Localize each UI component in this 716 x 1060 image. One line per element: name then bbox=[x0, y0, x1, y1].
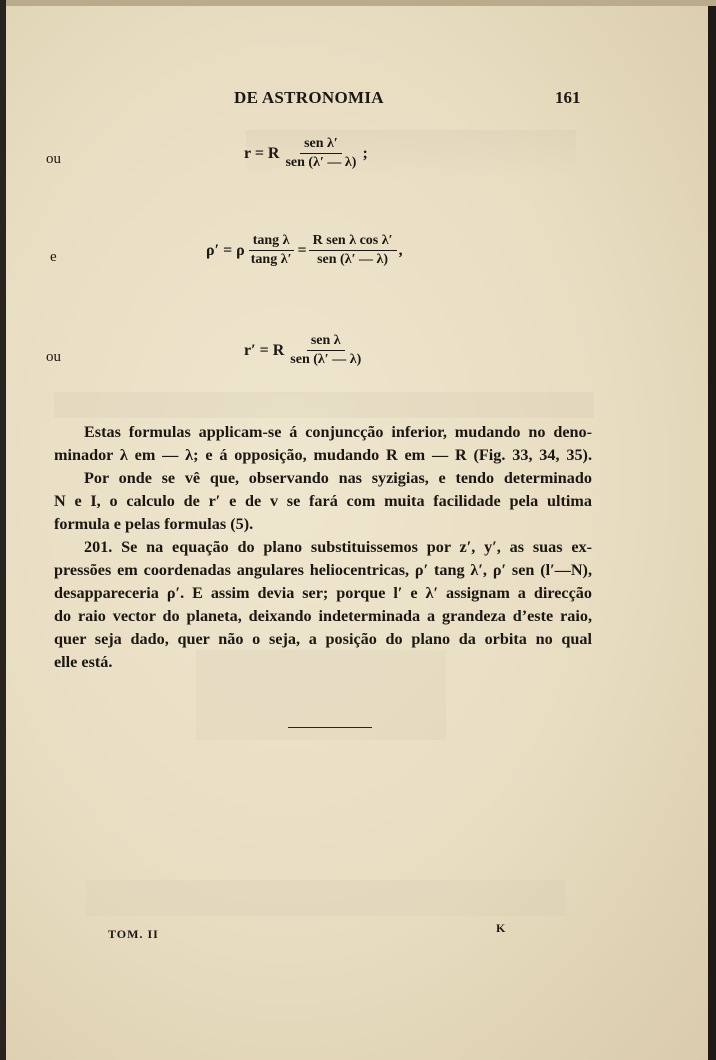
equation-fraction bbox=[247, 233, 296, 268]
equation-lhs: r′ = R bbox=[244, 341, 285, 359]
equation-punctuation: ; bbox=[362, 144, 368, 162]
fraction-denominator: sen (λ′ — λ) bbox=[285, 155, 357, 170]
text-line: Por onde se vê que, observando nas syzigias, e tendo determinado bbox=[84, 469, 592, 487]
fraction-numerator: R sen λ cos λ′ bbox=[309, 233, 397, 251]
text-line: N e I, o calculo de r′ e de v se fará com muita facilidade pela ultima bbox=[54, 492, 592, 510]
equals-sign: = bbox=[297, 241, 307, 259]
page-number: 161 bbox=[555, 88, 581, 107]
body-text bbox=[54, 421, 592, 674]
equation-2 bbox=[206, 233, 403, 268]
text-line: desappareceria ρ′. E assim devia ser; porque l′ e λ′ assignam a direcção bbox=[54, 584, 592, 602]
fraction-numerator: sen λ bbox=[307, 333, 345, 351]
fraction-denominator: sen (λ′ — λ) bbox=[317, 252, 389, 267]
equation-3 bbox=[244, 333, 367, 368]
equation-lhs: ρ′ = ρ bbox=[206, 241, 245, 259]
equation-label: ou bbox=[46, 349, 61, 365]
page-header bbox=[6, 88, 716, 112]
equation-label: e bbox=[50, 249, 57, 265]
section-divider-rule bbox=[288, 727, 372, 728]
fraction-numerator: sen λ′ bbox=[300, 136, 342, 154]
fraction-numerator: tang λ bbox=[249, 233, 294, 251]
text-line: minador λ em — λ; e á opposição, mudando R em — R (Fig. 33, 34, 35). bbox=[54, 446, 592, 464]
equation-fraction bbox=[286, 333, 365, 368]
text-line: quer seja dado, quer não o seja, a posição do plano da orbita no qual bbox=[54, 630, 592, 648]
equation-1 bbox=[244, 136, 368, 171]
equation-fraction bbox=[281, 136, 360, 171]
equation-punctuation: , bbox=[398, 241, 403, 259]
running-title: DE ASTRONOMIA bbox=[234, 88, 384, 107]
show-through-shading bbox=[54, 392, 594, 418]
equation-fraction bbox=[309, 233, 397, 268]
text-line: do raio vector do planeta, deixando indeterminada a grandeza d’este raio, bbox=[54, 607, 592, 625]
text-line: pressões em coordenadas angulares heliocentricas, ρ′ tang λ′, ρ′ sen (l′—N), bbox=[54, 561, 592, 579]
signature-mark-letter: K bbox=[496, 921, 506, 935]
fraction-denominator: tang λ′ bbox=[250, 252, 292, 267]
text-line: Estas formulas applicam-se á conjuncção inferior, mudando no deno- bbox=[84, 423, 592, 441]
fraction-denominator: sen (λ′ — λ) bbox=[290, 352, 362, 367]
page-top-edge bbox=[6, 0, 716, 6]
equation-label: ou bbox=[46, 151, 61, 167]
text-line: formula e pelas formulas (5). bbox=[54, 515, 254, 533]
text-line: 201. Se na equação do plano substituissemos por z′, y′, as suas ex- bbox=[84, 538, 592, 556]
signature-mark-volume: TOM. II bbox=[108, 927, 159, 941]
show-through-shading bbox=[86, 880, 566, 916]
text-line: elle está. bbox=[54, 653, 113, 671]
equation-lhs: r = R bbox=[244, 144, 280, 162]
